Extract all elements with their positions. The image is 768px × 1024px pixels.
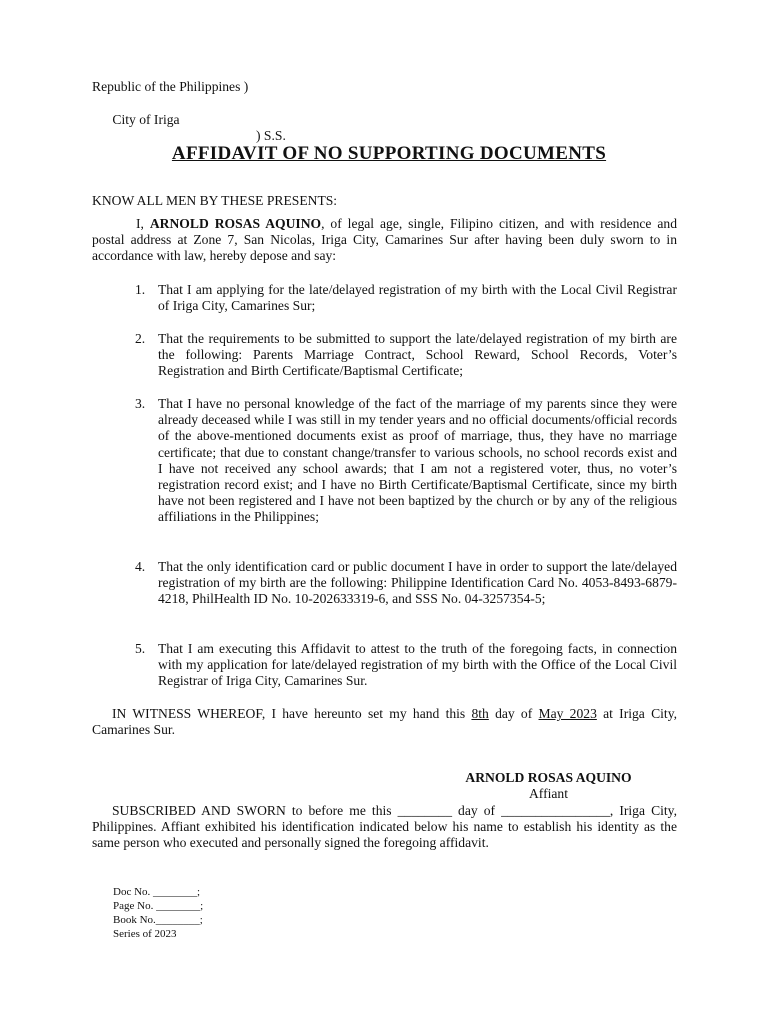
affiant-name: ARNOLD ROSAS AQUINO	[465, 770, 632, 785]
witness-month: May 2023	[538, 706, 597, 721]
affiant-name-inline: ARNOLD ROSAS AQUINO	[149, 216, 322, 231]
item-number: 3.	[135, 396, 146, 411]
know-all-men: KNOW ALL MEN BY THESE PRESENTS:	[92, 193, 338, 208]
intro-rest: , of legal age, single, Filipino citizen, and with residence and postal address at Zone 7, San Nicolas, Iriga City, Camarines Sur after having been duly sworn to in accordance with law, hereby depose and say:	[92, 216, 678, 264]
intro-prefix: I,	[136, 216, 150, 231]
list-item	[135, 282, 677, 314]
document-title: AFFIDAVIT OF NO SUPPORTING DOCUMENTS	[171, 143, 607, 164]
item-number: 1.	[135, 282, 146, 297]
list-item	[135, 641, 677, 690]
witness-paragraph: IN WITNESS WHEREOF, I have hereunto set my hand this 8th day of May 2023 at Iriga City, Camarines Sur.	[92, 706, 677, 738]
item-text: That the requirements to be submitted to support the late/delayed registration of my birth are the following: Parents Marriage Contract, School Reward, School Records, Voter’s Registration and Birth Certificate/Baptismal Certificate;	[158, 331, 677, 379]
item-text: That I am applying for the late/delayed registration of my birth with the Local Civil Registrar of Iriga City, Camarines Sur;	[158, 282, 677, 314]
item-text: That I am executing this Affidavit to attest to the truth of the foregoing facts, in connection with my application for late/delayed registration of my birth with the Office of the Local Civil Registrar of Iriga City, Camarines Sur.	[158, 641, 677, 689]
book-no: Book No.________;	[113, 914, 203, 926]
list-item	[135, 559, 677, 608]
list-item	[135, 331, 677, 380]
statement-list	[135, 0, 677, 1024]
item-number: 2.	[135, 331, 146, 346]
item-number: 4.	[135, 559, 146, 574]
notarial-register	[113, 885, 203, 941]
series: Series of 2023	[113, 928, 177, 940]
venue-ss: ) S.S.	[256, 127, 286, 143]
page-no: Page No. ________;	[113, 900, 204, 912]
signature-block	[456, 770, 641, 802]
witness-day: 8th	[471, 706, 489, 721]
list-item	[135, 396, 677, 526]
venue-city: City of Iriga	[112, 111, 180, 127]
venue-line-republic: Republic of the Philippines )	[92, 79, 249, 94]
item-number: 5.	[135, 641, 146, 656]
doc-no: Doc No. ________;	[113, 886, 201, 898]
item-text: That the only identification card or public document I have in order to support the late/delayed registration of my birth are the following: Philippine Identification Card No. 4053-8493-6879-4218, PhilHealth ID No. 10-202633319-6, and SSS No. 04-3257354-5;	[158, 559, 677, 607]
item-text: That I have no personal knowledge of the fact of the marriage of my parents since they were already deceased while I was still in my tender years and no official documents/official records of the above-mentioned documents exist as proof of marriage, thus, they have no marriage certificate; that due to constant change/transfer to various schools, no school records exist and I have not received any school awards; that I am not a registered voter, thus, no voter’s registration record exist; and I have no Birth Certificate/Baptismal Certificate, since my birth have not been registered and I have not been baptized by the church or by any of the religious affiliations in the Philippines;	[158, 396, 677, 525]
affiant-label: Affiant	[528, 786, 568, 802]
subscribed-paragraph: SUBSCRIBED AND SWORN to before me this ________ day of ________________, Iriga City, Philippines. Affiant exhibited his identification indicated below his name to establish his identity as the same person who executed and personally signed the foregoing affidavit.	[92, 803, 677, 851]
